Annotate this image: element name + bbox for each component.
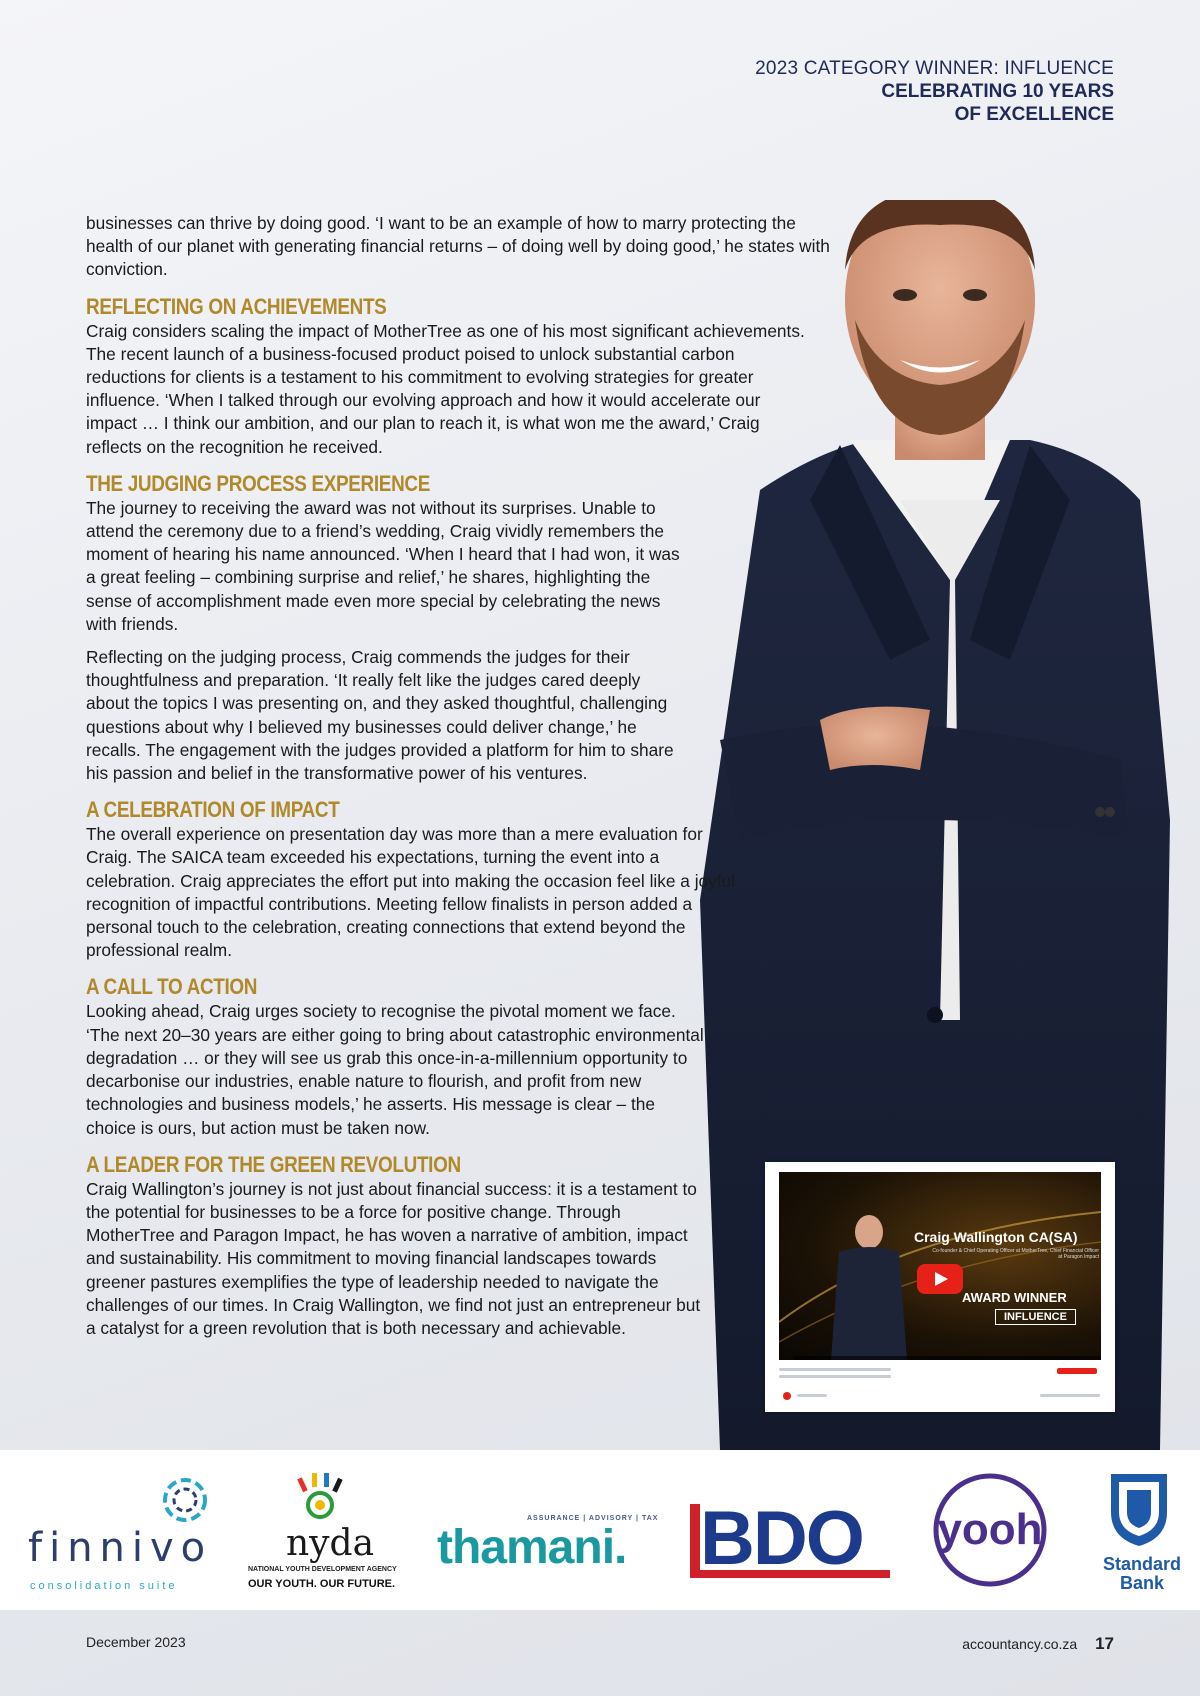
footer-date: December 2023 (86, 1634, 186, 1650)
yooh-logo (932, 1472, 1048, 1588)
subscribe-button[interactable] (1057, 1368, 1097, 1374)
video-channel-placeholder (779, 1375, 891, 1378)
video-meta-placeholder (797, 1394, 827, 1397)
section-heading-judging: THE JUDGING PROCESS EXPERIENCE (86, 470, 430, 496)
standard-bank-shield-icon (1105, 1468, 1173, 1548)
finnivo-swirl-icon (160, 1475, 210, 1525)
section-paragraph: Craig considers scaling the impact of MotherTree as one of his most significant achievements. The recent launch of a business-focused product poised to unlock substantial carbon reductions for clients is a testament to his commitment to evolving strategies for greater influence. ‘When I talked through our evolving approach and how it would accelerate our impact … I think our ambition, and our plan to reach it, is what won me the award,’ Craig reflects on the recognition he received. (86, 320, 805, 457)
section-heading-achievements: REFLECTING ON ACHIEVEMENTS (86, 293, 387, 319)
bdo-logo: BDO (700, 1496, 863, 1581)
standard-bank-name-line1: Standard (1102, 1554, 1181, 1574)
standard-bank-name-line2: Bank (1119, 1573, 1164, 1593)
video-screen[interactable] (779, 1172, 1101, 1360)
yooh-logo-text: yooh (937, 1505, 1043, 1554)
section-paragraph: Craig Wallington’s journey is not just about financial success: it is a testament to the potential for businesses to be a force for positive change. Through MotherTree and Paragon Impact, he has woven a narrative of ambition, impact and sustainability. His commitment to moving financial landscapes towards greener pastures exemplifies the type of leadership needed to navigate the challenges of our times. In Craig Wallington, we find not just an entrepreneur but a catalyst for a green revolution that is both necessary and achievable. (86, 1178, 701, 1338)
header-excellence: OF EXCELLENCE (954, 104, 1114, 125)
record-dot-icon (783, 1392, 791, 1400)
thamani-logo: thamani. (437, 1521, 627, 1574)
page-number: 17 (1095, 1634, 1114, 1653)
section-paragraph: Reflecting on the judging process, Craig commends the judges for their thoughtfulness and preparation. ‘It really felt like the judges cared deeply about the topics I was presenting on, and they asked thoughtful, challenging questions about why I believed my businesses could deliver change,’ he recalls. The engagement with the judges provided a platform for him to share his passion and belief in the transformative power of his ventures. (86, 647, 674, 784)
section-paragraph: Looking ahead, Craig urges society to recognise the pivotal moment we face. ‘The next 20–30 years are either going to bring about catastrophic environmental degradation … or they will see us grab this once-in-a-millennium opportunity to decarbonise our industries, enable nature to flourish, and profit from new technologies and business models,’ he asserts. His message is clear – the choice is ours, but action must be taken now. (86, 1001, 704, 1138)
bdo-red-bar (690, 1504, 700, 1578)
video-thumbnail[interactable] (765, 1162, 1115, 1412)
section-heading-call-to-action: A CALL TO ACTION (86, 974, 258, 1000)
nyda-hand-icon (290, 1470, 350, 1525)
standard-bank-logo (1097, 1555, 1187, 1593)
nyda-slogan: OUR YOUTH. OUR FUTURE. (248, 1578, 396, 1590)
page-header (755, 58, 1114, 126)
footer-right (962, 1634, 1114, 1654)
video-person-title: Co-founder & Chief Operating Officer at MotherTree, Chief Financial Officer at Paragon Impact (932, 1248, 1099, 1260)
video-category-label: INFLUENCE (995, 1309, 1076, 1325)
article-body (86, 212, 846, 1350)
section-paragraph: The journey to receiving the award was not without its surprises. Unable to attend the ceremony due to a friend’s wedding, Craig vividly remembers the moment of hearing his name announced. ‘When I heard that I had won, it was a great feeling – combining surprise and relief,’ he shares, highlighting the sense of accomplishment made even more special by celebrating the news with friends. (86, 497, 680, 634)
nyda-logo: nyda (286, 1523, 375, 1564)
nyda-full-name: NATIONAL YOUTH DEVELOPMENT AGENCY (248, 1566, 397, 1573)
thamani-tagline: ASSURANCE | ADVISORY | TAX (527, 1515, 659, 1522)
finnivo-tagline: consolidation suite (30, 1580, 178, 1592)
section-paragraph: The overall experience on presentation day was more than a mere evaluation for Craig. The SAICA team exceeded his expectations, turning the event into a celebration. Craig appreciates the effort put into making the occasion feel like a joyful recognition of impactful contributions. Meeting fellow finalists in person added a personal touch to the celebration, creating connections that extend beyond the professional realm. (86, 824, 736, 961)
play-icon[interactable] (917, 1264, 963, 1294)
section-heading-celebration: A CELEBRATION OF IMPACT (86, 797, 340, 823)
sponsor-logos (0, 1450, 1200, 1610)
finnivo-logo: finnivo (28, 1525, 213, 1571)
header-celebrating: CELEBRATING 10 YEARS (881, 81, 1114, 102)
section-heading-green-revolution: A LEADER FOR THE GREEN REVOLUTION (86, 1151, 461, 1177)
header-category: 2023 CATEGORY WINNER: INFLUENCE (755, 58, 1114, 79)
video-actions-placeholder (1040, 1394, 1100, 1397)
article-intro: businesses can thrive by doing good. ‘I want to be an example of how to marry protecting the health of our planet with generating financial returns – of doing well by doing good,’ he states with conviction. (86, 213, 830, 280)
video-control-bar[interactable] (793, 1356, 1101, 1360)
video-award-label: AWARD WINNER (962, 1290, 1067, 1305)
footer-site-link[interactable]: accountancy.co.za (962, 1636, 1078, 1652)
video-person-name: Craig Wallington CA(SA) (914, 1229, 1078, 1245)
video-title-placeholder (779, 1368, 891, 1371)
